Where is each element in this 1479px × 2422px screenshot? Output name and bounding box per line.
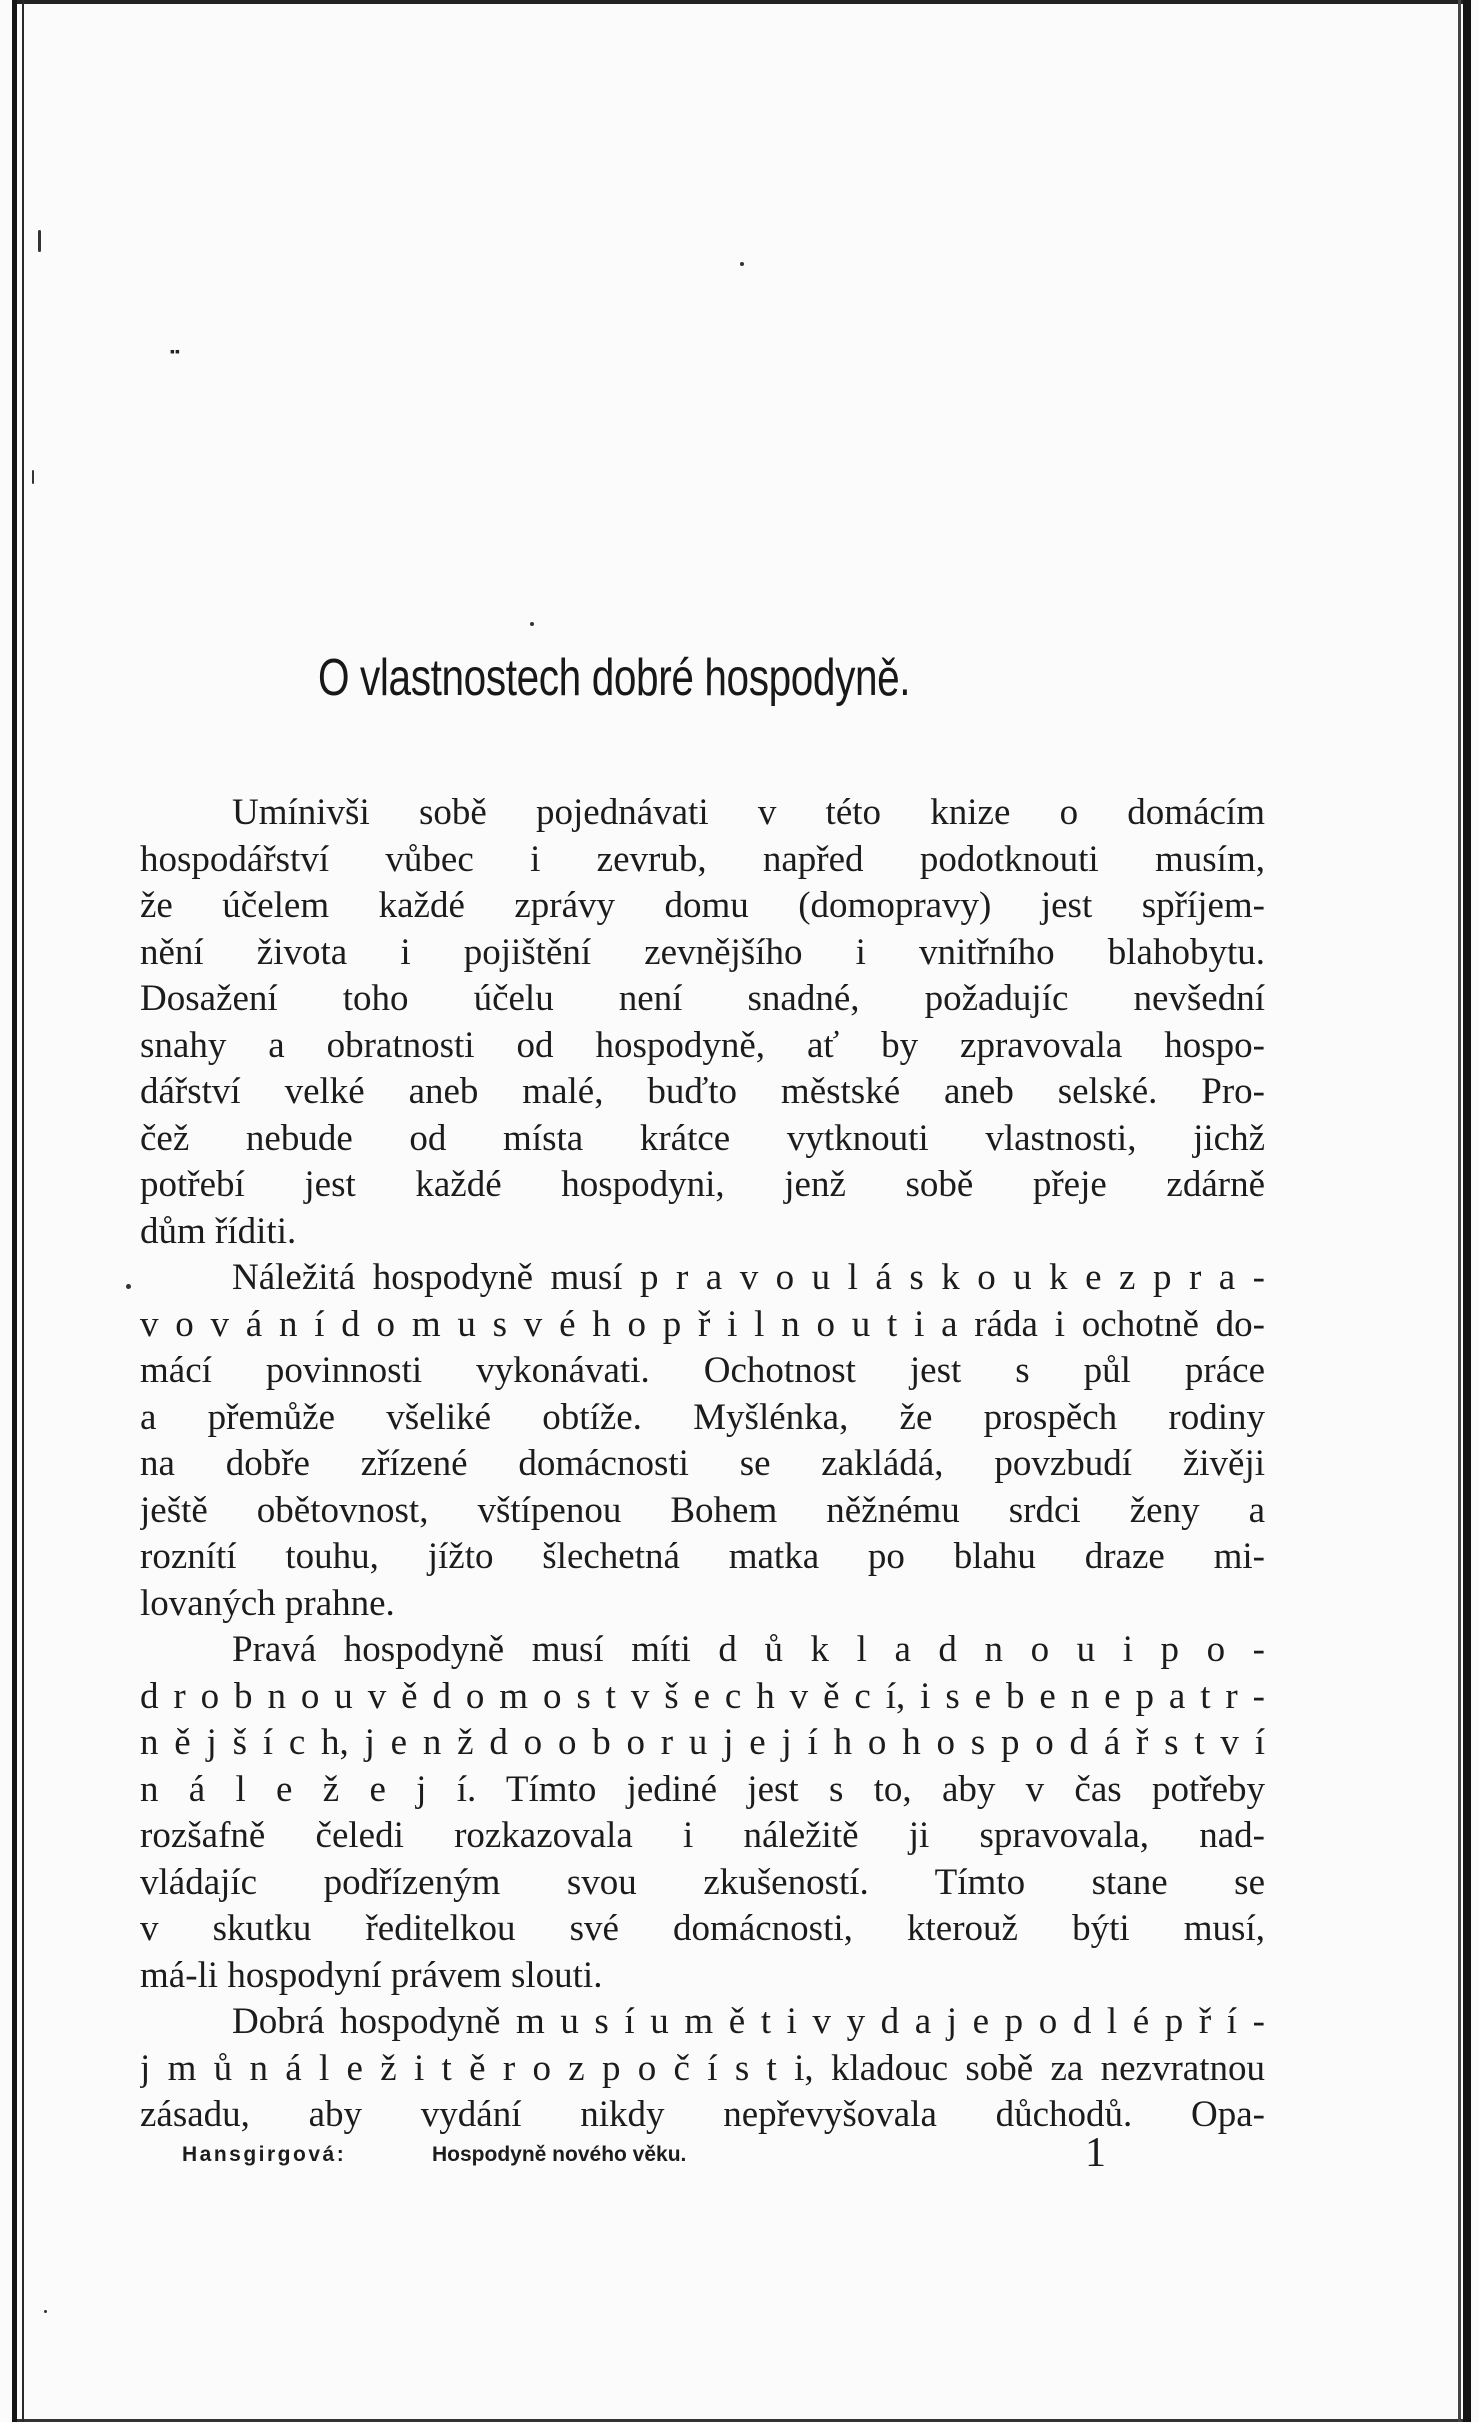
- scan-speck: [32, 470, 34, 484]
- scan-border-left: [12, 0, 17, 2422]
- text-line: Umínivši sobě pojednávati v této knize o domácím: [232, 792, 1265, 833]
- scan-border-right: [1463, 0, 1471, 2422]
- text-line: v skutku ředitelkou své domácnosti, kterouž býti musí,: [140, 1908, 1265, 1949]
- text-line: dářství velké aneb malé, buďto městské aneb selské. Pro-: [140, 1071, 1265, 1112]
- text-line: d r o b n o u v ě d o m o s t v š e c h v ě c í, i s e b e n e p a t r -: [140, 1675, 1265, 1717]
- text-line: j m ů n á l e ž i t ě r o z p o č í s t i, kladouc sobě za nezvratnou: [140, 2047, 1265, 2089]
- text-line: ještě obětovnost, vštípenou Bohem něžnému srdci ženy a: [140, 1489, 1265, 1531]
- text-line: Dobrá hospodyně m u s í u m ě t i v y d a j e p o d l é p ř í -: [232, 2001, 1265, 2042]
- chapter-title: O vlastnostech dobré hospodyně.: [318, 649, 911, 707]
- text-line: roznítí touhu, jížto šlechetná matka po blahu draze mi-: [140, 1536, 1265, 1577]
- text-line: že účelem každé zprávy domu (domopravy) jest spříjem-: [140, 885, 1265, 926]
- text-line: potřebí jest každé hospodyni, jenž sobě přeje zdárně: [140, 1164, 1265, 1205]
- scan-border-left-inner: [22, 0, 24, 2422]
- body-text: [140, 790, 1265, 2139]
- text-line: Dosažení toho účelu není snadné, požadujíc nevšední: [140, 978, 1265, 1019]
- text-line: vládajíc podřízeným svou zkušeností. Tímto stane se: [140, 1861, 1265, 1903]
- text-line: Pravá hospodyně musí míti d ů k l a d n o u i p o -: [232, 1629, 1265, 1670]
- text-line: Náležitá hospodyně musí p r a v o u l á s k o u k e z p r a -: [232, 1257, 1265, 1298]
- footer-book-title: Hospodyně nového věku.: [432, 2143, 687, 2166]
- text-line: n ě j š í c h, j e n ž d o o b o r u j e j í h o h o s p o d á ř s t v í: [140, 1722, 1265, 1763]
- footer-author-name: Hansgirgová: [182, 2143, 337, 2166]
- text-line: snahy a obratnosti od hospodyně, ať by zpravovala hospo-: [140, 1024, 1265, 1066]
- scan-border-top: [14, 0, 1464, 4]
- scan-speck: [530, 622, 534, 626]
- text-line: zásadu, aby vydání nikdy nepřevyšovala důchodů. Opa-: [140, 2094, 1265, 2135]
- text-line: dům říditi.: [140, 1210, 297, 1252]
- text-line: rozšafně čeledi rozkazovala i náležitě ji spravovala, nad-: [140, 1815, 1265, 1856]
- text-line: mácí povinnosti vykonávati. Ochotnost jest s půl práce: [140, 1350, 1265, 1391]
- text-line: čež nebude od místa krátce vytknouti vlastnosti, jichž: [140, 1117, 1265, 1159]
- scan-speck: [740, 262, 744, 266]
- text-line: nění života i pojištění zevnějšího i vnitřního blahobytu.: [140, 931, 1265, 973]
- scan-speck: [126, 1284, 131, 1289]
- text-line: v o v á n í d o m u s v é h o p ř i l n o u t i a ráda i ochotně do-: [140, 1303, 1265, 1345]
- page-number: 1: [1085, 2130, 1106, 2176]
- text-line: hospodářství vůbec i zevrub, napřed podotknouti musím,: [140, 838, 1265, 880]
- text-line: na dobře zřízené domácnosti se zakládá, povzbudí živěji: [140, 1443, 1265, 1484]
- page-footer: [182, 2130, 1132, 2176]
- text-line: má-li hospodyní právem slouti.: [140, 1954, 603, 1996]
- text-line: lovaných prahne.: [140, 1582, 395, 1624]
- page-marker: ▪▪: [170, 345, 180, 360]
- text-line: a přemůže všeliké obtíže. Myšlénka, že prospěch rodiny: [140, 1396, 1265, 1438]
- scan-speck: [44, 2310, 47, 2313]
- footer-author: [182, 2143, 344, 2167]
- scan-border-right-inner: [1458, 0, 1461, 2422]
- text-line: n á l e ž e j í. Tímto jediné jest s to, aby v čas potřeby: [140, 1768, 1265, 1810]
- footer-colon: :: [336, 2143, 344, 2166]
- scan-speck: [38, 230, 41, 252]
